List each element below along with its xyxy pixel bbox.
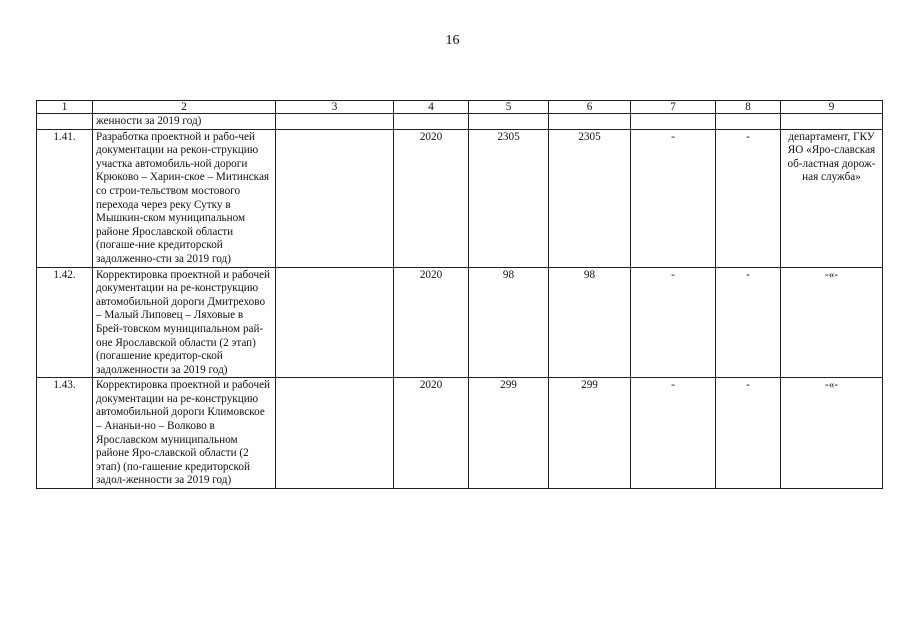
cell-col6: 299 [549, 378, 631, 489]
header-col-6: 6 [549, 101, 631, 114]
cell-description: Разработка проектной и рабо-чей документации на рекон-струкцию участка автомобиль-ной дороги Крюково – Харин-ское – Митинская со строи-тельством мостового перехода через реку Сутку в Мышкин-ском муниципальном районе Ярославской области (погаше-ние кредиторской задолженно-сти за 2019 год) [93, 129, 276, 267]
cell-col5 [469, 114, 549, 130]
table-row [37, 378, 883, 489]
table-row [37, 267, 883, 378]
cell-num: 1.42. [37, 267, 93, 378]
cell-org [781, 114, 883, 130]
table-continuation-row [37, 114, 883, 130]
cell-description: женности за 2019 год) [93, 114, 276, 130]
header-col-3: 3 [276, 101, 394, 114]
cell-col5: 98 [469, 267, 549, 378]
cell-year [394, 114, 469, 130]
cell-org: -«- [781, 267, 883, 378]
cell-year: 2020 [394, 378, 469, 489]
header-col-5: 5 [469, 101, 549, 114]
cell-num: 1.41. [37, 129, 93, 267]
cell-col8: - [716, 378, 781, 489]
cell-year: 2020 [394, 267, 469, 378]
cell-num [37, 114, 93, 130]
cell-col5: 299 [469, 378, 549, 489]
cell-col5: 2305 [469, 129, 549, 267]
cell-year: 2020 [394, 129, 469, 267]
cell-col7: - [631, 129, 716, 267]
page-number: 16 [445, 33, 460, 48]
budget-table [36, 100, 883, 489]
cell-col3 [276, 378, 394, 489]
table-header-row [37, 101, 883, 114]
cell-col7: - [631, 267, 716, 378]
cell-col8: - [716, 267, 781, 378]
table-row [37, 129, 883, 267]
header-col-9: 9 [781, 101, 883, 114]
cell-col8 [716, 114, 781, 130]
cell-col3 [276, 129, 394, 267]
cell-col8: - [716, 129, 781, 267]
cell-org: -«- [781, 378, 883, 489]
header-col-2: 2 [93, 101, 276, 114]
cell-description: Корректировка проектной и рабочей документации на ре-конструкцию автомобильной дороги Дмитрехово – Малый Липовец – Ляховые в Брей-товском муниципальном рай-оне Ярославской области (2 этап) (погашение кредитор-ской задолженности за 2019 год) [93, 267, 276, 378]
cell-col7 [631, 114, 716, 130]
cell-col3 [276, 267, 394, 378]
cell-col6 [549, 114, 631, 130]
header-col-4: 4 [394, 101, 469, 114]
header-col-7: 7 [631, 101, 716, 114]
header-col-1: 1 [37, 101, 93, 114]
cell-col3 [276, 114, 394, 130]
cell-col6: 98 [549, 267, 631, 378]
cell-col6: 2305 [549, 129, 631, 267]
cell-org: департамент, ГКУ ЯО «Яро-славская об-ластная дорож-ная служба» [781, 129, 883, 267]
cell-col7: - [631, 378, 716, 489]
cell-description: Корректировка проектной и рабочей документации на ре-конструкцию автомобильной дороги Климовское – Ананьи-но – Волково в Ярославском муниципальном районе Яро-славской области (2 этап) (по-гашение кредиторской задол-женности за 2019 год) [93, 378, 276, 489]
header-col-8: 8 [716, 101, 781, 114]
cell-num: 1.43. [37, 378, 93, 489]
